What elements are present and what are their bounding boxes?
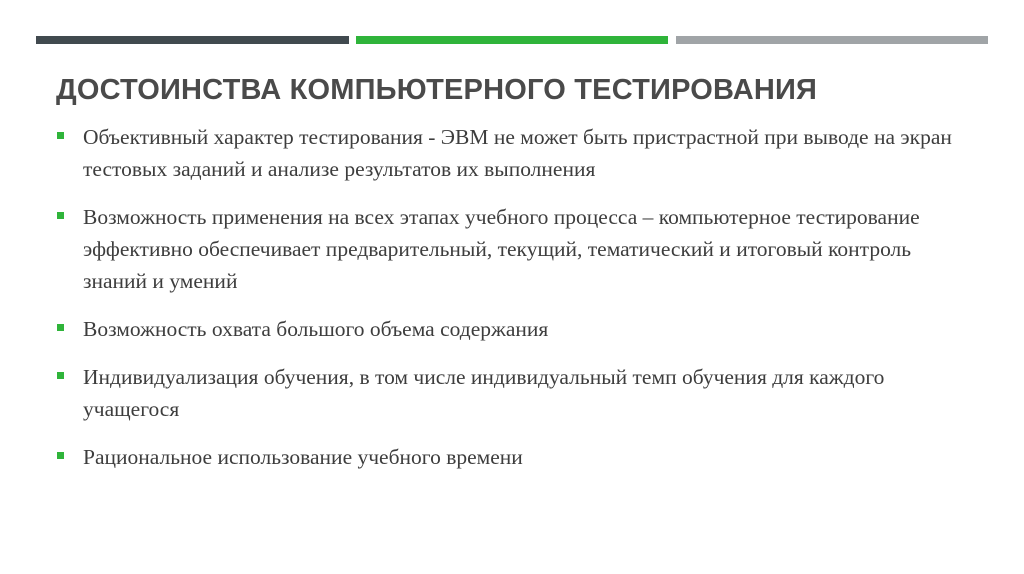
bullet-text: Возможность охвата большого объема содержания: [83, 317, 549, 341]
list-item: [56, 201, 956, 297]
header-accent-bars: [36, 36, 988, 44]
bullet-text: Объективный характер тестирования - ЭВМ не может быть пристрастной при выводе на экран тестовых заданий и анализе результатов их выполнения: [83, 125, 952, 181]
list-item: [56, 313, 956, 345]
slide-title: ДОСТОИНСТВА КОМПЬЮТЕРНОГО ТЕСТИРОВАНИЯ: [56, 74, 818, 106]
square-bullet-icon: [57, 372, 64, 379]
bullet-text: Возможность применения на всех этапах учебного процесса – компьютерное тестирование эффективно обеспечивает предварительный, текущий, тематический и итоговый контроль знаний и умений: [83, 205, 920, 293]
bullet-text: Рациональное использование учебного времени: [83, 445, 523, 469]
list-item: [56, 121, 956, 185]
square-bullet-icon: [57, 212, 64, 219]
square-bullet-icon: [57, 452, 64, 459]
square-bullet-icon: [57, 132, 64, 139]
list-item: [56, 441, 956, 473]
accent-bar-dark: [36, 36, 349, 44]
square-bullet-icon: [57, 324, 64, 331]
bullet-text: Индивидуализация обучения, в том числе индивидуальный темп обучения для каждого учащегося: [83, 365, 885, 421]
list-item: [56, 361, 956, 425]
bullet-list: [56, 121, 956, 489]
accent-bar-green: [356, 36, 668, 44]
accent-bar-gray: [676, 36, 988, 44]
